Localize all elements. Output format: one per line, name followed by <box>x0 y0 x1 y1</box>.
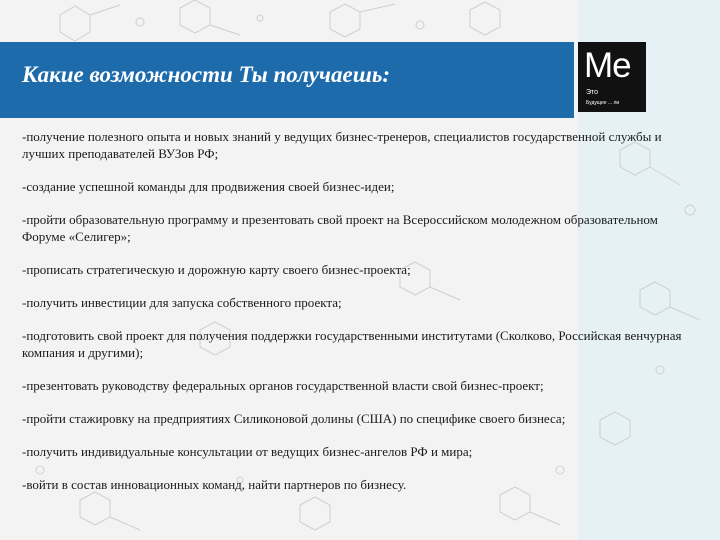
list-item: -получить индивидуальные консультации от ведущих бизнес-ангелов РФ и мира; <box>22 444 473 459</box>
header-band <box>0 42 574 118</box>
list-item: -презентовать руководству федеральных органов государственной власти свой бизнес-проект; <box>22 378 544 393</box>
list-item: -создание успешной команды для продвижения своей бизнес-идеи; <box>22 179 395 194</box>
list-item: -прописать стратегическую и дорожную карту своего бизнес-проекта; <box>22 262 411 277</box>
me-logo <box>578 42 646 112</box>
list-item: -получить инвестиции для запуска собственного проекта; <box>22 295 342 310</box>
list-item: -пройти стажировку на предприятиях Силиконовой долины (США) по специфике своего бизнеса; <box>22 411 566 426</box>
list-item: -пройти образовательную программу и презентовать свой проект на Всероссийском молодежном образовательном Форуме «Селигер»; <box>22 212 658 244</box>
page-title: Какие возможности Ты получаешь: <box>22 62 391 87</box>
logo-subtitle-line-2: Будущее ... ли <box>586 100 620 106</box>
logo-main-text: Me <box>584 46 631 85</box>
list-item: -войти в состав инновационных команд, найти партнеров по бизнесу. <box>22 477 407 492</box>
opportunities-list <box>22 128 682 509</box>
logo-subtitle-line-1: Это <box>586 89 599 96</box>
list-item: -подготовить свой проект для получения поддержки государственными институтами (Сколково, Российская венчурная компания и другими); <box>22 328 682 360</box>
list-item: -получение полезного опыта и новых знаний у ведущих бизнес-тренеров, специалистов государственной службы и лучших преподавателей ВУЗов РФ; <box>22 129 662 161</box>
